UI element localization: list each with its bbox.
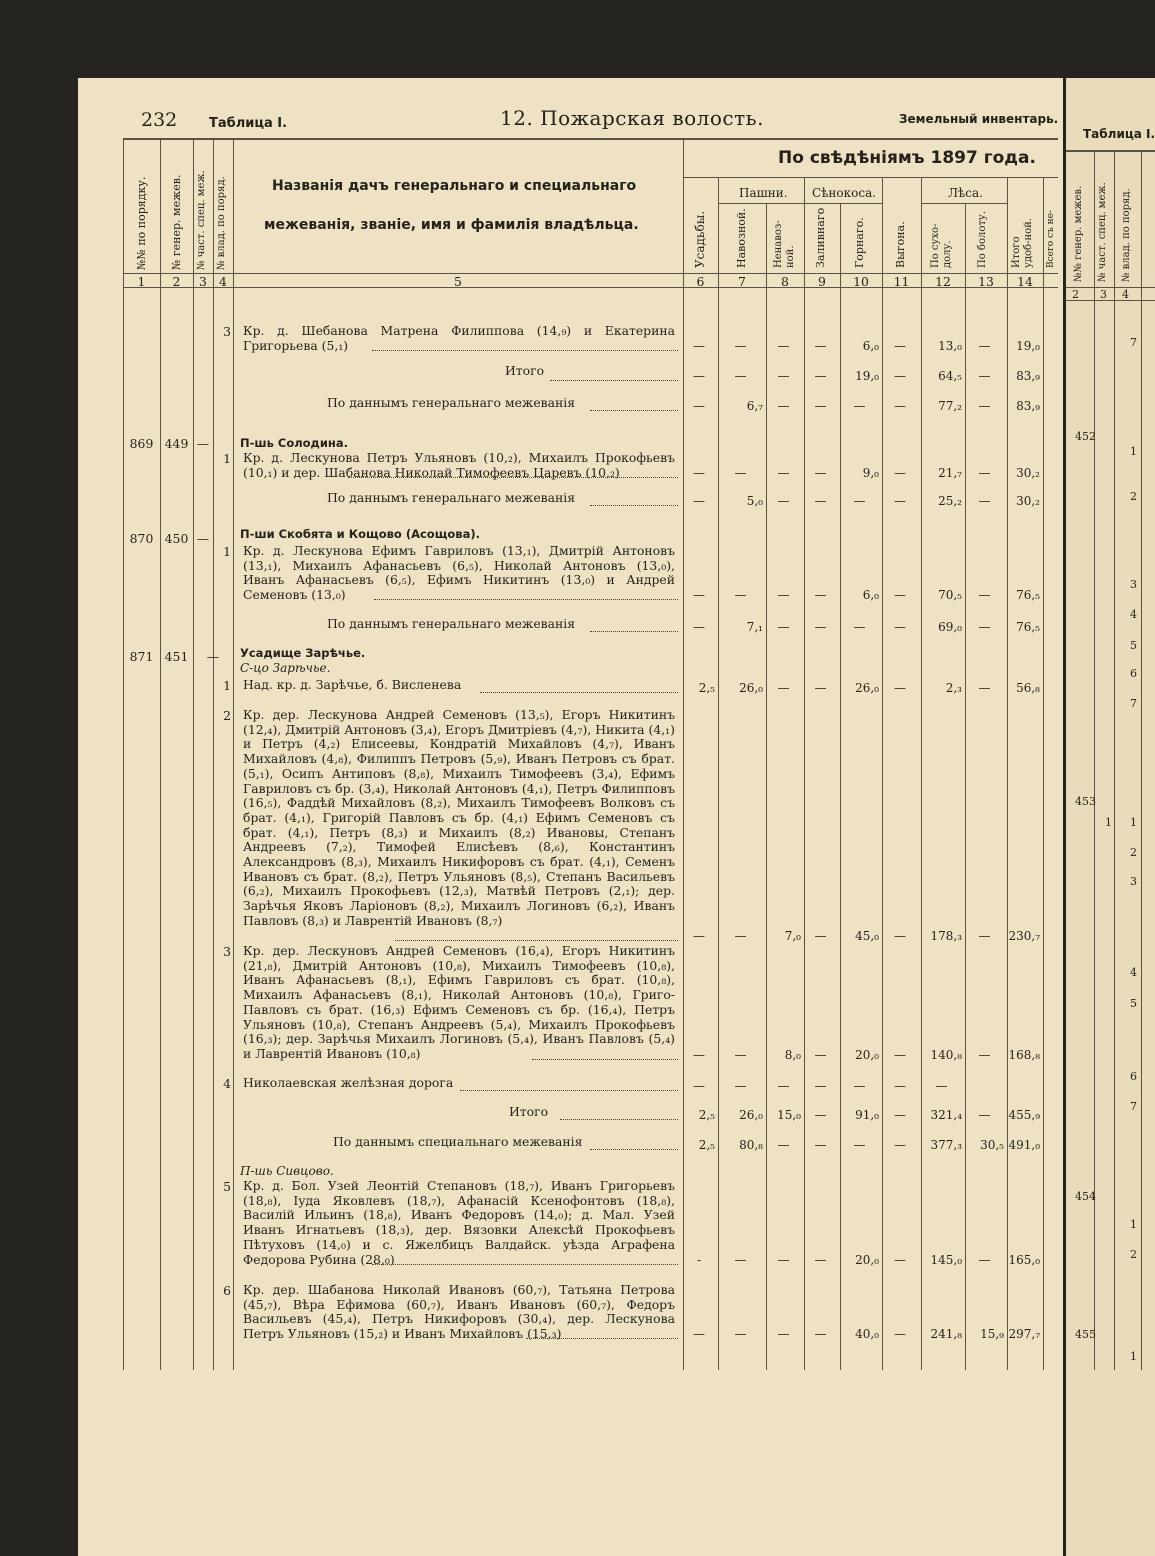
cell-value: 140,₈ [930, 1048, 962, 1062]
cell-value: — [978, 339, 991, 353]
cell-value: — [814, 620, 827, 634]
row-num: 1 [223, 451, 231, 466]
col-usadby: Усадьбы. [693, 210, 707, 268]
lesa-header: Лѣса. [948, 186, 983, 200]
row-s: — [196, 436, 210, 451]
cell-value: — [777, 339, 790, 353]
cell-value: 297,₇ [1008, 1327, 1040, 1341]
cell-value: — [894, 494, 906, 508]
cell-value: 7,₁ [746, 620, 763, 634]
col-navoznoi: Навозной. [735, 208, 748, 268]
row-num: 6 [223, 1283, 231, 1298]
col-vygona: Выгона. [894, 221, 907, 268]
cell-value: 26,₀ [855, 681, 879, 695]
next-page-table-label: Таблица I. [1083, 127, 1155, 141]
cell-value: — [693, 620, 705, 634]
row-s: — [196, 531, 210, 546]
cell-value: — [978, 681, 991, 695]
col-zalivnogo: Заливнаго [814, 207, 827, 268]
cell-value: — [853, 1138, 866, 1152]
cell-value: — [853, 399, 866, 413]
cell-value: 6,₇ [746, 399, 763, 413]
row-s: — [206, 649, 220, 664]
row-g: 450 [164, 531, 189, 546]
next-row-item: 4 [1130, 608, 1137, 621]
col-num: 6 [696, 274, 705, 289]
cell-value: — [894, 681, 906, 695]
col-num: 9 [818, 274, 826, 289]
row-text: Кр. дер. Лескунова Андрей Семеновъ (13,₅), Егоръ Никитинъ (12,₄), Дмитрій Антоновъ (3,₄), Егоръ Дмитріевъ (4,₇), Никита (4,₁) и Петръ (4,₂) Елисеевы, Кондратій Михайловъ (4,₇), Иванъ Михайловъ (4,₈), Филиппъ Петровъ (5,₉), Иванъ Петровъ съ брат. (5,₁), Осипъ Антиповъ (8,₈), Михаилъ Тимофеевъ (3,₄), Ефимъ Гавриловъ съ бр. (3,₄), Николай Антоновъ (4,₁), Петръ Филипповъ (16,₅), Фаддѣй Михайловъ (8,₂), Михаилъ Тимофеевъ Волковъ съ брат. (4,₁), Григорій Павловъ съ бр. (4,₁) Ефимъ Семеновъ съ брат. (4,₁), Петръ (8,₃) и Михаилъ (8,₂) Ивановы, Степанъ Андреевъ (7,₂), Тимофей Елисѣевъ (8,₆), Константинъ Александровъ (8,₃), Михаилъ Никифоровъ съ брат. (4,₁), Семенъ Ивановъ съ брат. (8,₂), Петръ Ульяновъ (8,₅), Степанъ Васильевъ (6,₂), Михаилъ Прокофьевъ (12,₃), Матвѣй Петровъ (2,₁); дер. Зарѣчья Яковъ Ларіоновъ (8,₂), Михаилъ Логиновъ (6,₂), Иванъ Павловъ (8,₃) и Лаврентій Ивановъ (8,₇) [243, 707, 675, 928]
names-header-l2: межеванія, званіе, имя и фамилія владѣльца. [264, 217, 639, 233]
next-row-num: 453 [1075, 795, 1096, 808]
cell-value: 2,₅ [698, 1108, 715, 1122]
cell-value: — [777, 369, 790, 383]
group-header: По свѣдѣніямъ 1897 года. [778, 148, 1036, 168]
row-text: Николаевская желѣзная дорога [243, 1075, 454, 1090]
cell-value: — [894, 1108, 906, 1122]
cell-value: — [734, 339, 747, 353]
cell-value: 491,₀ [1008, 1138, 1040, 1152]
row-num: 4 [223, 1076, 231, 1091]
cell-value: 15,₉ [980, 1327, 1004, 1341]
cell-value: 91,₀ [855, 1108, 879, 1122]
cell-value: — [894, 620, 906, 634]
col-num: 13 [978, 274, 994, 289]
cell-value: — [814, 339, 827, 353]
cell-value: 64,₅ [938, 369, 962, 383]
cell-value: — [894, 588, 906, 602]
cell-value: — [894, 369, 906, 383]
cell-value: — [777, 1079, 790, 1093]
cell-value: — [814, 1079, 827, 1093]
next-col-header: №№ генер. межев. [1073, 185, 1084, 282]
cell-value: 76,₅ [1016, 588, 1040, 602]
cell-value: — [734, 1048, 747, 1062]
col-num: 3 [199, 274, 207, 289]
next-row-item: 2 [1130, 1248, 1137, 1261]
cell-value: — [777, 466, 790, 480]
next-row-item: 6 [1130, 1070, 1137, 1083]
next-row-item: 3 [1130, 875, 1137, 888]
col-po-suhodolu: По сухо-долу. [930, 223, 953, 268]
cell-value: — [935, 1079, 948, 1093]
next-row-num: 454 [1075, 1190, 1096, 1203]
cell-value: — [734, 929, 747, 943]
col-po-bolotu: По болоту. [977, 211, 988, 268]
cell-value: — [777, 494, 790, 508]
cell-value: — [978, 588, 991, 602]
col-num: 14 [1017, 274, 1033, 289]
cell-value: — [693, 1327, 705, 1341]
cell-value: — [978, 1253, 991, 1267]
col-num: 7 [738, 274, 746, 289]
cell-value: — [814, 1108, 827, 1122]
cell-value: — [814, 929, 827, 943]
next-row-item: 1 [1105, 816, 1112, 829]
col-header-1: №№ по порядку. [135, 176, 148, 270]
row-g: 451 [164, 649, 189, 664]
dot-leader [460, 1090, 678, 1091]
row-num: 5 [223, 1179, 231, 1194]
dot-leader [590, 1149, 678, 1150]
cell-value: — [853, 1079, 866, 1093]
row-n: 871 [129, 649, 154, 664]
cell-value: — [814, 466, 827, 480]
cell-value: — [814, 399, 827, 413]
col-vsego: Всего съ не- [1046, 210, 1056, 268]
cell-value: — [894, 399, 906, 413]
cell-value: — [814, 494, 827, 508]
section-subtitle: П-шь Сивцово. [240, 1164, 334, 1178]
next-row-item: 1 [1130, 816, 1137, 829]
cell-value: — [814, 1048, 827, 1062]
dot-leader [372, 350, 678, 351]
cell-value: 26,₀ [739, 1108, 763, 1122]
cell-value: — [777, 681, 790, 695]
next-row-item: 2 [1130, 846, 1137, 859]
cell-value: 76,₅ [1016, 620, 1040, 634]
cell-value: 5,₀ [746, 494, 763, 508]
cell-value: — [894, 1138, 906, 1152]
cell-value: 70,₅ [938, 588, 962, 602]
col-gornogo: Горнаго. [853, 217, 866, 268]
dot-leader [395, 940, 678, 941]
pashni-header: Пашни. [739, 186, 788, 200]
cell-value: — [894, 1327, 906, 1341]
cell-value: 19,₀ [1016, 339, 1040, 353]
col-header-2: № генер. межев. [170, 174, 183, 270]
cell-value: 20,₀ [855, 1253, 879, 1267]
cell-value: — [814, 369, 827, 383]
row-text: Кр. д. Лескунова Ефимъ Гавриловъ (13,₁), Дмитрій Антоновъ (13,₁), Михаилъ Афанасьевъ (6,₅), Николай Антоновъ (13,₀), Иванъ Афанасьевъ (6,₅), Ефимъ Никитинъ (13,₀) и Андрей Семеновъ (13,₀) [243, 543, 675, 603]
cell-value: 15,₀ [777, 1108, 801, 1122]
col-header-3: № част. спец. меж. [196, 170, 207, 270]
dot-leader [374, 599, 678, 600]
cell-value: — [853, 620, 866, 634]
row-text: Кр. д. Бол. Узей Леонтій Степановъ (18,₇), Иванъ Григорьевъ (18,₈), Іуда Яковлевъ (18,₇), Афанасій Ксенофонтовъ (18,₈), Василій Ильинъ (18,₈), Иванъ Федоровъ (14,₀); д. Мал. Узей Иванъ Игнатьевъ (18,₃), дер. Вязовки Алексѣй Прокофьевъ Пѣтуховъ (14,₀) и с. Яжелбицъ Валдайск. уѣзда Аграфена Федорова Рубина (28,₀) [243, 1178, 675, 1267]
next-row-item: 7 [1130, 1100, 1137, 1113]
cell-value: 25,₂ [938, 494, 962, 508]
table-label: Таблица I. [209, 116, 288, 131]
dot-leader [590, 410, 678, 411]
col-num: 11 [893, 274, 910, 289]
row-n: 870 [129, 531, 154, 546]
itogo-label: Итого [505, 363, 545, 378]
col-num: 5 [454, 274, 462, 289]
row-text: Кр. д. Шебанова Матрена Филиппова (14,₉) и Екатерина Григорьева (5,₁) [243, 323, 675, 353]
dot-leader [348, 477, 678, 478]
cell-value: — [693, 929, 705, 943]
cell-value: 30,₂ [1016, 494, 1040, 508]
senokosa-header: Сѣнокоса. [812, 186, 877, 200]
page-title: 12. Пожарская волость. [500, 106, 764, 130]
row-text: Кр. дер. Шабанова Николай Ивановъ (60,₇), Татьяна Петрова (45,₇), Вѣра Ефимова (60,₇), Иванъ Ивановъ (60,₇), Федоръ Васильевъ (45,₄), Петръ Никифоровъ (30,₄), дер. Лескунова Петръ Ульяновъ (15,₂) и Иванъ Михайловъ (15,₃) [243, 1282, 675, 1342]
next-row-item: 6 [1130, 667, 1137, 680]
next-col-num: 2 [1072, 288, 1079, 301]
cell-value: — [978, 1108, 991, 1122]
col-num: 4 [219, 274, 227, 289]
cell-value: — [734, 1079, 747, 1093]
page-number: 232 [141, 109, 178, 131]
cell-value: — [978, 466, 991, 480]
next-row-item: 7 [1130, 697, 1137, 710]
col-num: 1 [137, 274, 146, 289]
cell-value: 20,₀ [855, 1048, 879, 1062]
next-col-num: 3 [1100, 288, 1107, 301]
next-col-header: № част. спец. меж. [1097, 182, 1108, 282]
cell-value: 145,₀ [930, 1253, 962, 1267]
cell-value: — [693, 399, 705, 413]
cell-value: — [777, 620, 790, 634]
cell-value: 69,₀ [938, 620, 962, 634]
cell-value: 40,₀ [855, 1327, 879, 1341]
cell-value: 56,₈ [1016, 681, 1040, 695]
cell-value: 230,₇ [1008, 929, 1040, 943]
cell-value: — [693, 466, 705, 480]
cell-value: — [894, 339, 906, 353]
cell-value: — [978, 369, 991, 383]
next-row-item: 1 [1130, 445, 1137, 458]
cell-value: 77,₂ [938, 399, 962, 413]
row-num: 3 [223, 324, 231, 339]
cell-value: — [777, 1327, 790, 1341]
cell-value: — [693, 1048, 705, 1062]
cell-value: 6,₀ [862, 339, 879, 353]
row-g: 449 [164, 436, 189, 451]
cell-value: — [693, 339, 705, 353]
row-num: 1 [223, 678, 231, 693]
next-row-num: 452 [1075, 430, 1096, 443]
row-num: 2 [223, 708, 231, 723]
dot-leader [560, 1119, 678, 1120]
dot-leader [526, 1338, 678, 1339]
col-nenavoznoi: Ненавоз-ной. [773, 220, 796, 268]
cell-value: — [734, 466, 747, 480]
section-subtitle: С-цо Зарѣчье. [240, 661, 331, 675]
itogo-label: Итого [509, 1104, 549, 1119]
cell-value: — [693, 1079, 705, 1093]
cell-value: 21,₇ [938, 466, 962, 480]
dot-leader [590, 505, 678, 506]
next-row-item: 1 [1130, 1350, 1137, 1363]
gen-label: По даннымъ генеральнаго межеванія [327, 616, 576, 631]
section-label: Земельный инвентарь. [899, 112, 1059, 126]
next-row-item: 5 [1130, 639, 1137, 652]
cell-value: — [814, 1327, 827, 1341]
cell-value: — [814, 681, 827, 695]
cell-value: — [693, 494, 705, 508]
section-title: П-ши Скобята и Кощово (Асощова). [240, 527, 480, 541]
cell-value: 30,₅ [980, 1138, 1004, 1152]
cell-value: 2,₃ [945, 681, 962, 695]
row-num: 1 [223, 544, 231, 559]
col-num: 10 [853, 274, 869, 289]
dot-leader [590, 631, 678, 632]
cell-value: 8,₀ [784, 1048, 801, 1062]
cell-value: 26,₀ [739, 681, 763, 695]
cell-value: 83,₉ [1016, 399, 1040, 413]
names-header-l1: Названія дачъ генеральнаго и специальнаго [272, 178, 637, 194]
cell-value: 2,₅ [698, 681, 715, 695]
row-text: Кр. д. Лескунова Петръ Ульяновъ (10,₂), Михаилъ Прокофьевъ (10,₁) и дер. Шабанова Николай Тимофеевъ Царевъ (10,₂) [243, 450, 675, 480]
col-num: 2 [172, 274, 181, 289]
next-col-num: 4 [1122, 288, 1129, 301]
cell-value: — [814, 1138, 827, 1152]
cell-value: 2,₅ [698, 1138, 715, 1152]
cell-value: 377,₃ [930, 1138, 962, 1152]
cell-value: 178,₃ [930, 929, 962, 943]
next-row-item: 3 [1130, 578, 1137, 591]
cell-value: 80,₈ [739, 1138, 763, 1152]
next-col-header: № влад. по поряд. [1121, 188, 1132, 282]
cell-value: 168,₈ [1008, 1048, 1040, 1062]
cell-value: — [894, 929, 906, 943]
cell-value: — [777, 1253, 790, 1267]
cell-value: 30,₂ [1016, 466, 1040, 480]
cell-value: — [894, 1253, 906, 1267]
cell-value: — [693, 369, 705, 383]
dot-leader [550, 380, 678, 381]
next-row-item: 4 [1130, 966, 1137, 979]
next-row-item: 2 [1130, 490, 1137, 503]
cell-value: — [853, 494, 866, 508]
cell-value: 19,₀ [855, 369, 879, 383]
next-row-item: 5 [1130, 997, 1137, 1010]
cell-value: — [894, 466, 906, 480]
cell-value: — [734, 369, 747, 383]
section-title: П-шь Солодина. [240, 436, 348, 450]
dot-leader [372, 1264, 678, 1265]
cell-value: — [978, 620, 991, 634]
cell-value: — [978, 399, 991, 413]
next-row-num: 455 [1075, 1328, 1096, 1341]
cell-value: — [978, 494, 991, 508]
cell-value: 45,₀ [855, 929, 879, 943]
cell-value: 9,₀ [862, 466, 879, 480]
cell-value: — [978, 1048, 991, 1062]
dot-leader [480, 692, 678, 693]
col-itogo-udob: Итого удоб-ной. [1011, 218, 1034, 268]
next-row-item: 7 [1130, 336, 1137, 349]
cell-value: — [693, 588, 705, 602]
col-num: 12 [935, 274, 951, 289]
cell-value: — [814, 588, 827, 602]
col-header-4: № влад. по поряд. [216, 176, 227, 270]
cell-value: — [814, 1253, 827, 1267]
row-n: 869 [129, 436, 154, 451]
section-title: Усадище Зарѣчье. [240, 646, 366, 660]
cell-value: — [978, 929, 991, 943]
cell-value: — [734, 1253, 747, 1267]
cell-value: — [734, 1327, 747, 1341]
dot-leader [532, 1059, 678, 1060]
cell-value: — [777, 588, 790, 602]
cell-value: 6,₀ [862, 588, 879, 602]
next-row-item: 1 [1130, 1218, 1137, 1231]
cell-value: 13,₀ [938, 339, 962, 353]
cell-value: — [777, 1138, 790, 1152]
cell-value: — [894, 1079, 906, 1093]
gen-label: По даннымъ генеральнаго межеванія [327, 490, 576, 505]
cell-value: 7,₀ [784, 929, 801, 943]
cell-value: — [894, 1048, 906, 1062]
row-text: Над. кр. д. Зарѣчье, б. Висленева [243, 677, 462, 692]
cell-value: - [696, 1253, 702, 1267]
gen-label: По даннымъ генеральнаго межеванія [327, 395, 576, 410]
cell-value: 165,₀ [1008, 1253, 1040, 1267]
cell-value: — [777, 399, 790, 413]
cell-value: 321,₄ [930, 1108, 962, 1122]
row-num: 3 [223, 944, 231, 959]
col-num: 8 [781, 274, 789, 289]
cell-value: 241,₈ [930, 1327, 962, 1341]
cell-value: — [734, 588, 747, 602]
cell-value: 83,₉ [1016, 369, 1040, 383]
spec-label: По даннымъ специальнаго межеванія [333, 1134, 583, 1149]
row-text: Кр. дер. Лескуновъ Андрей Семеновъ (16,₄), Егоръ Никитинъ (21,₈), Дмитрій Антоновъ (10,₈), Михаилъ Тимофеевъ (10,₈), Иванъ Афанасьевъ (8,₁), Ефимъ Гавриловъ съ брат. (10,₈), Михаилъ Афанасьевъ (8,₁), Николай Антоновъ (10,₈), Григо- Павловъ съ брат. (16,₃) Ефимъ Семеновъ съ бр. (16,₄), Петръ Ульяновъ (10,₈), Степанъ Андреевъ (5,₄), Михаилъ Прокофьевъ (16,₃); дер. Зарѣчья Михаилъ Логиновъ (5,₄), Иванъ Павловъ (5,₄) и Лаврентій Ивановъ (10,₈) [243, 943, 675, 1061]
cell-value: 455,₉ [1008, 1108, 1040, 1122]
